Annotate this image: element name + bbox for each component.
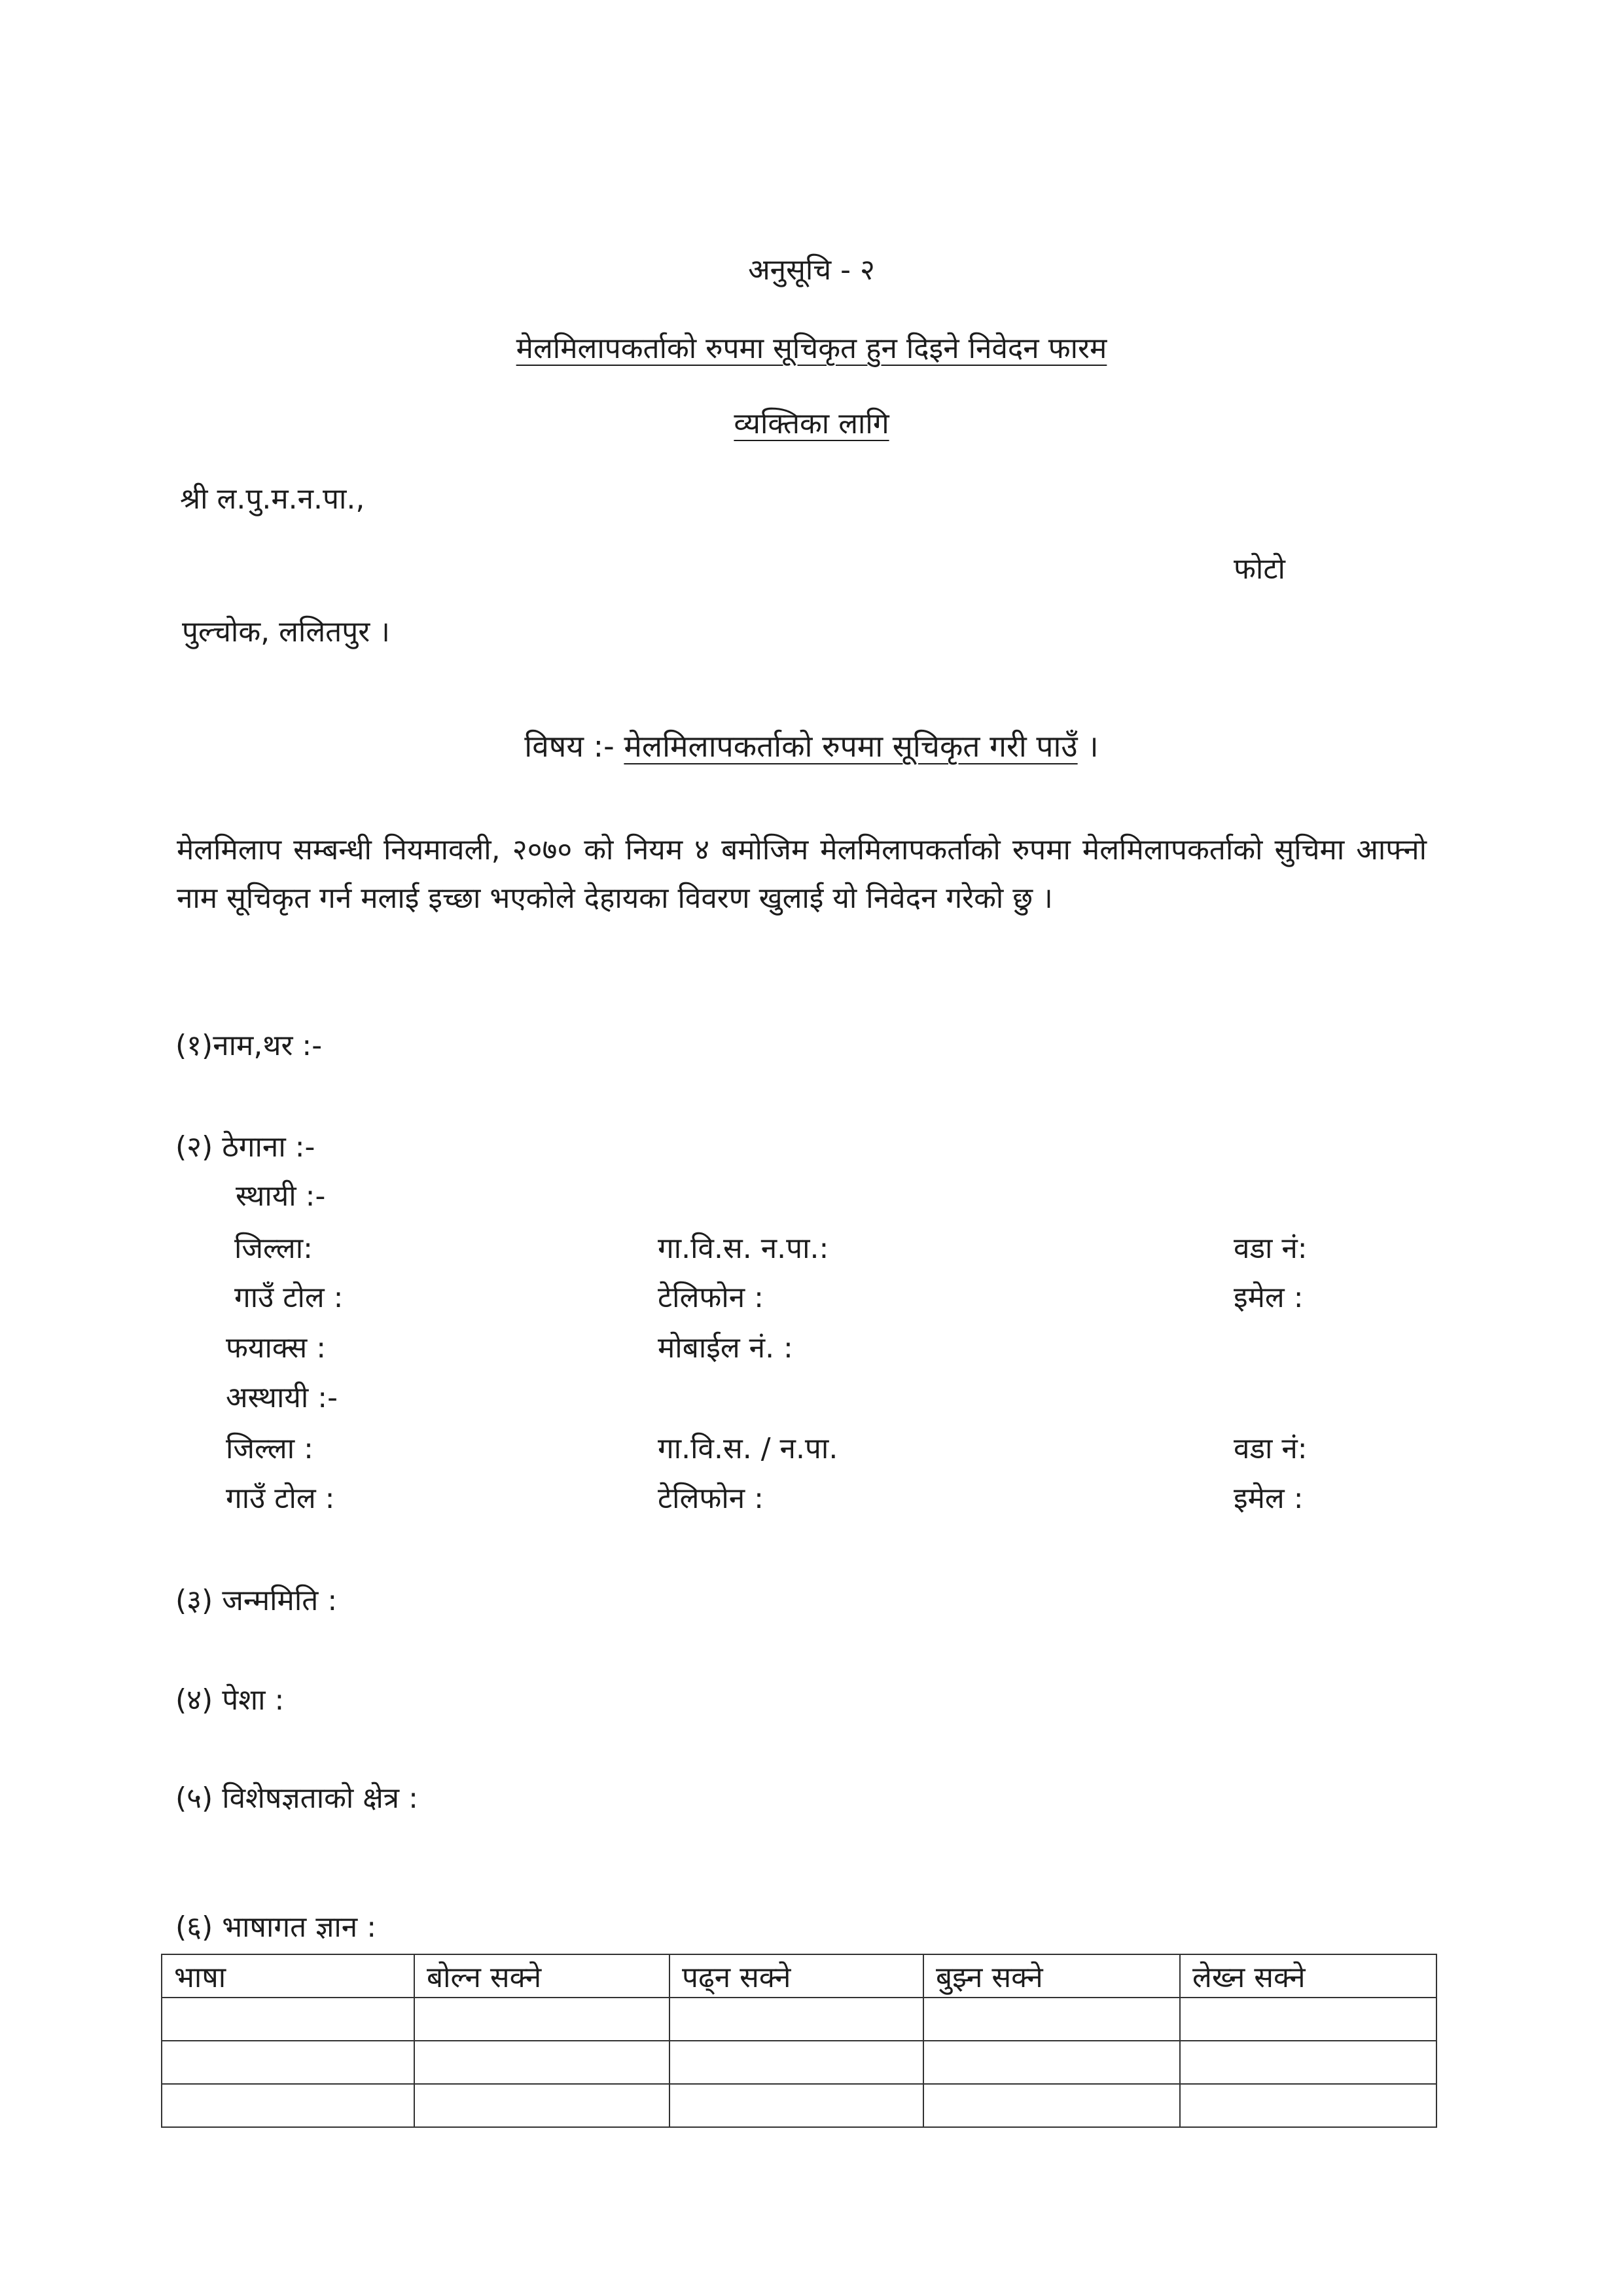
table-cell[interactable] — [923, 2084, 1180, 2127]
subject-text: मेलमिलापकर्ताको रुपमा सूचिकृत गरी पाउँ — [624, 728, 1078, 764]
permanent-ward: वडा नं: — [1234, 1232, 1308, 1265]
temporary-ward: वडा नं: — [1234, 1432, 1308, 1465]
table-row — [162, 2041, 1436, 2084]
table-cell[interactable] — [162, 2084, 414, 2127]
table-cell[interactable] — [162, 2041, 414, 2084]
field-address: (२) ठेगाना :- — [175, 1130, 315, 1164]
header-can-understand: बुझ्न सक्ने — [923, 1954, 1180, 1998]
photo-label: फोटो — [1234, 552, 1285, 586]
table-row — [162, 1998, 1436, 2041]
subject-line — [0, 728, 1623, 764]
permanent-heading: स्थायी :- — [236, 1179, 326, 1213]
table-cell[interactable] — [414, 2084, 669, 2127]
header-can-read: पढ्न सक्ने — [669, 1954, 923, 1998]
permanent-vdc: गा.वि.स. न.पा.: — [658, 1232, 829, 1265]
body-paragraph: मेलमिलाप सम्बन्धी नियमावली, २०७० को नियम ४ बमोजिम मेलमिलापकर्ताको रुपमा मेलमिलापकर्ताको सुचिमा आफ्नो नाम सूचिकृत गर्न मलाई इच्छा भएकोले देहायका विवरण खुलाई यो निवेदन गरेको छु । — [177, 833, 1427, 915]
subject-end: । — [1087, 728, 1099, 764]
table-cell[interactable] — [923, 2041, 1180, 2084]
subject-prefix: विषय :- — [524, 728, 615, 764]
table-cell[interactable] — [162, 1998, 414, 2041]
table-cell[interactable] — [1180, 1998, 1436, 2041]
field-dob: (३) जन्ममिति : — [175, 1584, 338, 1617]
table-cell[interactable] — [669, 1998, 923, 2041]
field-expertise: (५) विशेषज्ञताको क्षेत्र : — [175, 1782, 418, 1815]
form-subtitle: व्यक्तिका लागि — [734, 407, 889, 440]
permanent-phone: टेलिफोन : — [658, 1281, 764, 1314]
table-cell[interactable] — [923, 1998, 1180, 2041]
table-cell[interactable] — [414, 1998, 669, 2041]
temporary-email: इमेल : — [1234, 1482, 1304, 1515]
table-cell[interactable] — [669, 2041, 923, 2084]
addressee-line-1: श्री ल.पु.म.न.पा., — [180, 482, 365, 516]
permanent-email: इमेल : — [1234, 1281, 1304, 1314]
permanent-district: जिल्ला: — [234, 1232, 313, 1265]
table-row — [162, 2084, 1436, 2127]
field-name: (१)नाम,थर :- — [175, 1029, 323, 1062]
temporary-village: गाउँ टोल : — [226, 1482, 335, 1515]
language-table-header-row — [162, 1954, 1436, 1998]
temporary-vdc: गा.वि.स. / न.पा. — [658, 1432, 838, 1465]
table-cell[interactable] — [414, 2041, 669, 2084]
header-can-speak: बोल्न सक्ने — [414, 1954, 669, 1998]
temporary-district: जिल्ला : — [226, 1432, 313, 1465]
table-cell[interactable] — [1180, 2084, 1436, 2127]
header-language: भाषा — [162, 1954, 414, 1998]
field-language: (६) भाषागत ज्ञान : — [175, 1910, 377, 1944]
table-cell[interactable] — [669, 2084, 923, 2127]
field-occupation: (४) पेशा : — [175, 1683, 285, 1717]
form-title: मेलमिलापकर्ताको रुपमा सूचिकृत हुन दिइने निवेदन फारम — [516, 332, 1107, 365]
language-table — [161, 1954, 1437, 2128]
temporary-phone: टेलिफोन : — [658, 1482, 764, 1515]
temporary-heading: अस्थायी :- — [226, 1381, 338, 1414]
schedule-heading: अनुसूचि - २ — [748, 253, 875, 287]
table-cell[interactable] — [1180, 2041, 1436, 2084]
permanent-village: गाउँ टोल : — [234, 1281, 344, 1314]
permanent-mobile: मोबाईल नं. : — [658, 1331, 793, 1365]
addressee-line-2: पुल्चोक, ललितपुर । — [182, 615, 390, 649]
header-can-write: लेख्न सक्ने — [1180, 1954, 1436, 1998]
permanent-fax: फयाक्स : — [226, 1331, 327, 1365]
